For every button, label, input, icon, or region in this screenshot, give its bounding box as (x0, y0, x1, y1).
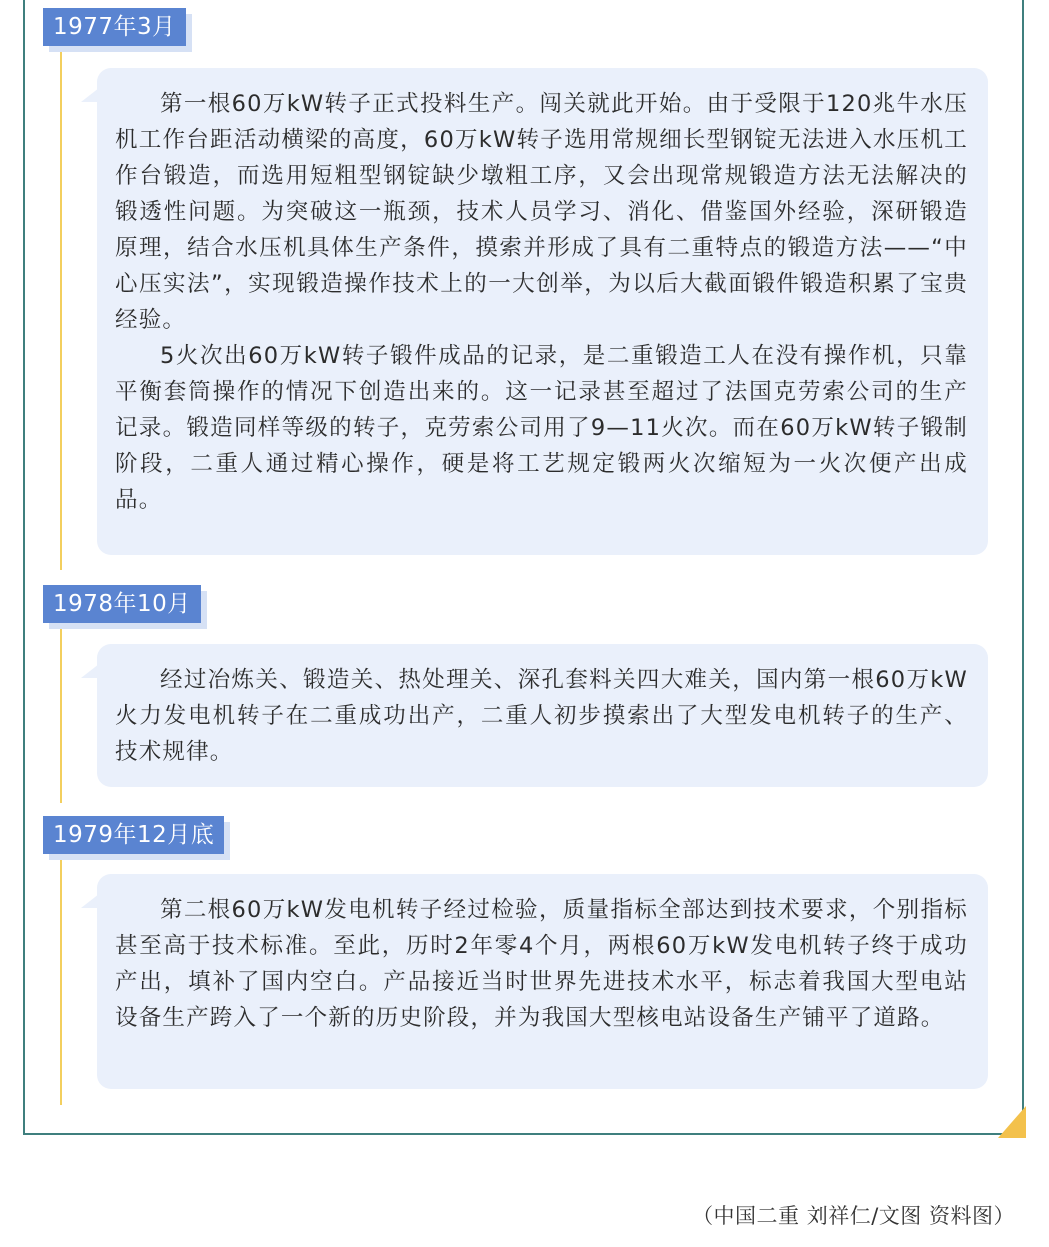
entry-card-1979 (97, 874, 988, 1089)
date-tag-1979: 1979年12月底 (43, 816, 224, 854)
entry-paragraph: 经过冶炼关、锻造关、热处理关、深孔套料关四大难关，国内第一根60万kW火力发电机转子在二重成功出产，二重人初步摸索出了大型发电机转子的生产、技术规律。 (115, 667, 968, 765)
image-caption: （中国二重 刘祥仁/文图 资料图） (692, 1204, 1015, 1228)
timeline-line (60, 50, 62, 570)
timeline-line (60, 625, 62, 803)
entry-paragraph: 第二根60万kW发电机转子经过检验，质量指标全部达到技术要求，个别指标甚至高于技术标准。至此，历时2年零4个月，两根60万kW发电机转子终于成功产出，填补了国内空白。产品接近当时世界先进技术水平，标志着我国大型电站设备生产跨入了一个新的历史阶段，并为我国大型核电站设备生产铺平了道路。 (115, 897, 968, 1031)
entry-card-1977 (97, 68, 988, 555)
entry-paragraph: 5火次出60万kW转子锻件成品的记录，是二重锻造工人在没有操作机，只靠平衡套筒操作的情况下创造出来的。这一记录甚至超过了法国克劳索公司的生产记录。锻造同样等级的转子，克劳索公司用了9—11火次。而在60万kW转子锻制阶段，二重人通过精心操作，硬是将工艺规定锻两火次缩短为一火次便产出成品。 (115, 343, 968, 513)
timeline-line (60, 855, 62, 1105)
entry-paragraph: 第一根60万kW转子正式投料生产。闯关就此开始。由于受限于120兆牛水压机工作台距活动横梁的高度，60万kW转子选用常规细长型钢锭无法进入水压机工作台锻造，而选用短粗型钢锭缺少墩粗工序，又会出现常规锻造方法无法解决的锻透性问题。为突破这一瓶颈，技术人员学习、消化、借鉴国外经验，深研锻造原理，结合水压机具体生产条件，摸索并形成了具有二重特点的锻造方法——“中心压实法”，实现锻造操作技术上的一大创举，为以后大截面锻件锻造积累了宝贵经验。 (115, 91, 968, 333)
entry-card-1978 (97, 644, 988, 787)
date-tag-1977: 1977年3月 (43, 8, 186, 46)
date-tag-1978: 1978年10月 (43, 585, 201, 623)
